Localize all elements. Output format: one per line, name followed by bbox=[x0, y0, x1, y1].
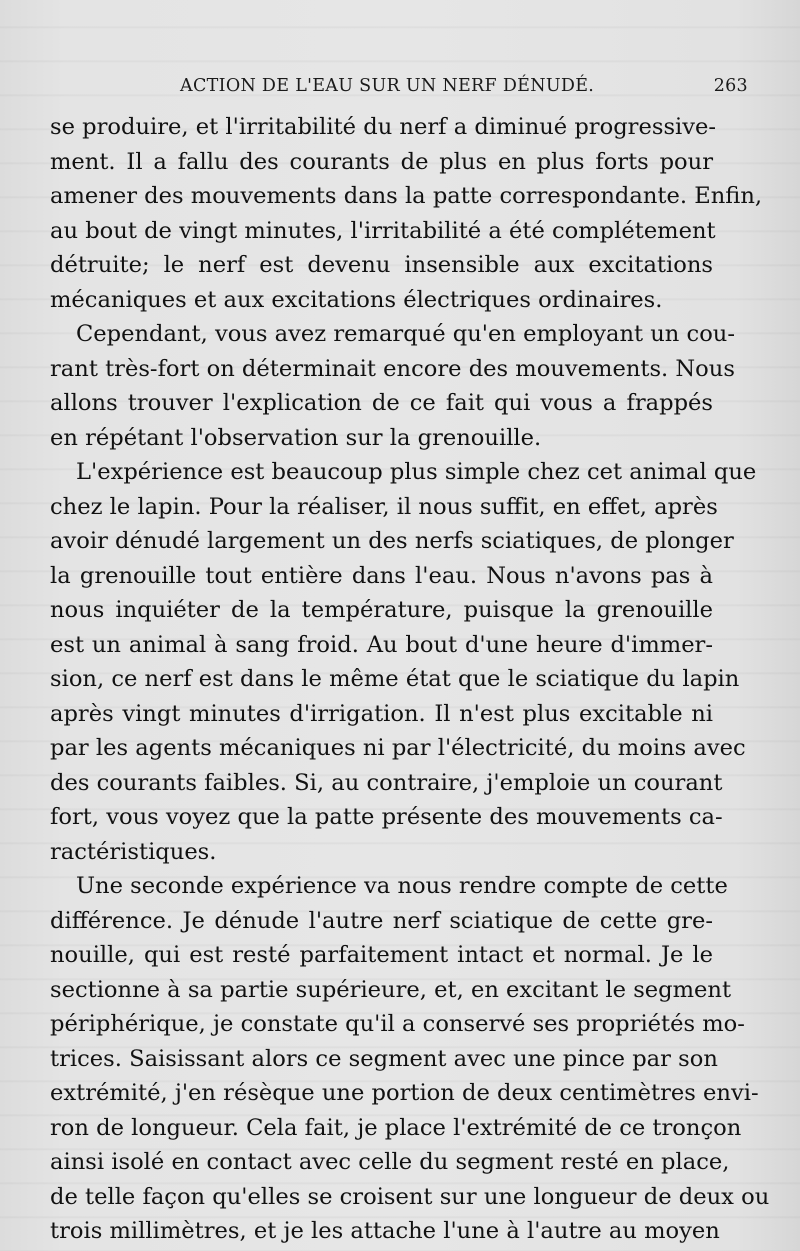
running-title: ACTION DE L'EAU SUR UN NERF DÉNUDÉ. bbox=[180, 76, 595, 96]
text-line: allons trouver l'explication de ce fait qui vous a frappés bbox=[50, 390, 713, 416]
text-line: trices. Saisissant alors ce segment avec une pince par son bbox=[50, 1045, 718, 1072]
text-line: des courants faibles. Si, au contraire, j'emploie un courant bbox=[50, 769, 723, 796]
text-line: périphérique, je constate qu'il a conservé ses propriétés mo- bbox=[50, 1011, 745, 1037]
text-line: est un animal à sang froid. Au bout d'une heure d'immer- bbox=[50, 631, 713, 658]
text-line: ractéristiques. bbox=[50, 838, 217, 865]
text-line: sectionne à sa partie supérieure, et, en excitant le segment bbox=[50, 976, 732, 1003]
text-line: nouille, qui est resté parfaitement intact et normal. Je le bbox=[50, 942, 713, 968]
text-line: nous inquiéter de la température, puisque la grenouille bbox=[50, 597, 713, 623]
running-head bbox=[180, 76, 748, 102]
text-line: rant très-fort on déterminait encore des mouvements. Nous bbox=[50, 355, 735, 382]
text-line: au bout de vingt minutes, l'irritabilité a été complétement bbox=[50, 217, 716, 244]
text-line: par les agents mécaniques ni par l'électricité, du moins avec bbox=[50, 735, 746, 761]
text-line: chez le lapin. Pour la réaliser, il nous suffit, en effet, après bbox=[50, 493, 718, 520]
text-line: extrémité, j'en résèque une portion de deux centimètres envi- bbox=[50, 1080, 759, 1106]
text-line: mécaniques et aux excitations électriques ordinaires. bbox=[50, 286, 663, 313]
text-line: ment. Il a fallu des courants de plus en plus forts pour bbox=[50, 148, 713, 175]
text-line: avoir dénudé largement un des nerfs sciatiques, de plonger bbox=[50, 528, 734, 554]
text-line: fort, vous voyez que la patte présente des mouvements ca- bbox=[50, 804, 723, 830]
text-line: après vingt minutes d'irrigation. Il n'est plus excitable ni bbox=[50, 700, 713, 727]
text-line: trois millimètres, et je les attache l'une à l'autre au moyen bbox=[50, 1218, 720, 1244]
text-line: ainsi isolé en contact avec celle du segment resté en place, bbox=[50, 1149, 730, 1175]
text-line: L'expérience est beaucoup plus simple chez cet animal que bbox=[76, 459, 757, 485]
text-line: en répétant l'observation sur la grenouille. bbox=[50, 424, 542, 451]
text-line: Une seconde expérience va nous rendre compte de cette bbox=[76, 873, 728, 899]
text-line: ron de longueur. Cela fait, je place l'extrémité de ce tronçon bbox=[50, 1114, 742, 1141]
text-line: se produire, et l'irritabilité du nerf a diminué progressive- bbox=[50, 114, 717, 140]
text-line: différence. Je dénude l'autre nerf sciatique de cette gre- bbox=[50, 907, 713, 934]
text-line: détruite; le nerf est devenu insensible aux excitations bbox=[50, 252, 713, 278]
text-line: de telle façon qu'elles se croisent sur une longueur de deux ou bbox=[50, 1183, 770, 1210]
text-line: Cependant, vous avez remarqué qu'en employant un cou- bbox=[76, 321, 735, 347]
body-text bbox=[50, 110, 770, 1249]
text-line: la grenouille tout entière dans l'eau. Nous n'avons pas à bbox=[50, 562, 713, 589]
text-line: amener des mouvements dans la patte correspondante. Enfin, bbox=[50, 183, 763, 209]
page-number: 263 bbox=[713, 76, 748, 96]
text-line: sion, ce nerf est dans le même état que le sciatique du lapin bbox=[50, 666, 740, 692]
